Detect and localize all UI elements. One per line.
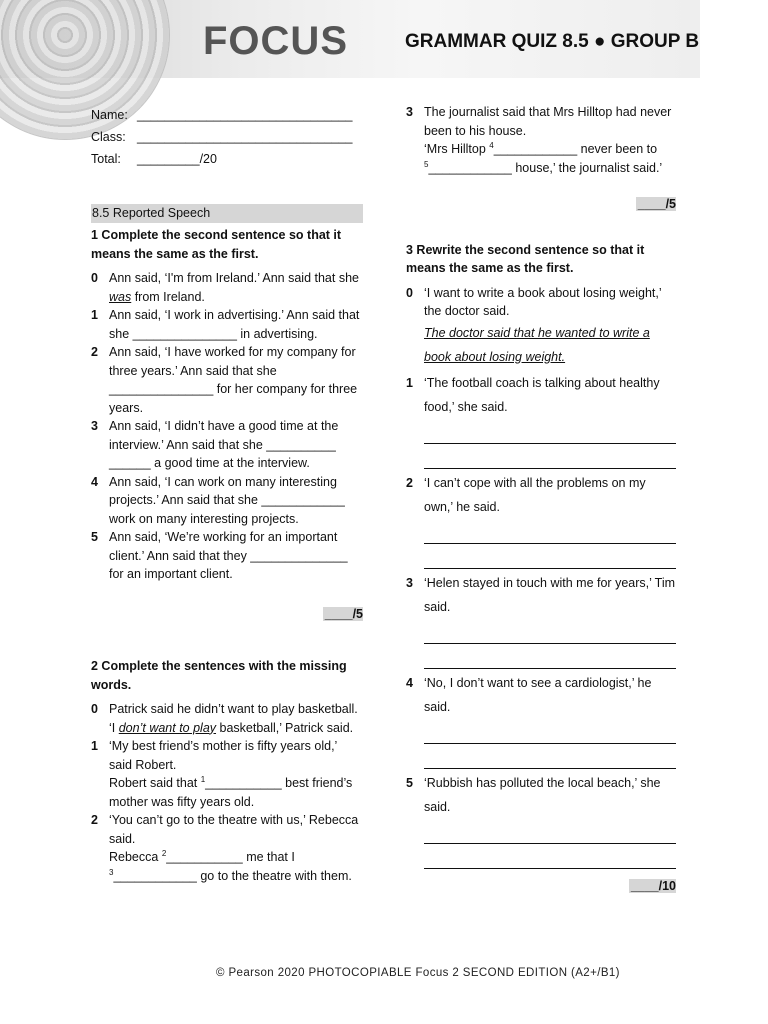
answer-line[interactable]: [424, 719, 676, 744]
ex1-item[interactable]: [91, 528, 363, 584]
item-text[interactable]: Ann said, ‘I work in advertising.’ Ann said that she _______________ in advertising.: [109, 308, 360, 341]
ex1-item[interactable]: [91, 417, 363, 473]
item-number: 2: [91, 345, 98, 359]
score-box: ____/5: [324, 606, 363, 621]
ex2-item: [91, 700, 363, 737]
example-answer: The doctor said that he wanted to write a book about losing weight.: [424, 325, 650, 364]
answer-line[interactable]: [424, 744, 676, 769]
item-text: ‘The football coach is talking about healthy food,’ she said.: [424, 375, 660, 414]
class-label: Class:: [91, 130, 126, 144]
answer-line[interactable]: [424, 444, 676, 469]
example-answer: don’t want to play: [118, 720, 217, 735]
ex3-score: [406, 877, 676, 896]
answer-line[interactable]: [424, 844, 676, 869]
class-field[interactable]: [91, 128, 363, 150]
item-text: ‘You can’t go to the theatre with us,’ Rebecca said.: [109, 813, 359, 846]
total-field: [91, 150, 363, 172]
ex2-score: [406, 195, 676, 214]
brand-logo: FOCUS: [203, 19, 348, 63]
page-header: [0, 0, 700, 78]
item-number: 5: [91, 530, 98, 544]
ex3-heading: 3 Rewrite the second sentence so that it means the same as the first.: [406, 242, 645, 275]
item-number: 3: [406, 575, 413, 590]
item-number: 1: [91, 739, 98, 753]
ex1-heading: 1 Complete the second sentence so that it means the same as the first.: [91, 228, 342, 261]
ex3-item[interactable]: [406, 471, 676, 519]
item-number: 1: [406, 375, 413, 390]
item-text: ‘I want to write a book about losing weight,’ the doctor said.: [424, 285, 662, 318]
item-text: ‘Helen stayed in touch with me for years,’ Tim said.: [424, 575, 676, 614]
section-bar: 8.5 Reported Speech: [91, 204, 363, 223]
item-text: ‘My best friend’s mother is fifty years old,’ said Robert.: [109, 739, 337, 772]
answer-line[interactable]: [424, 644, 676, 669]
item-text: from Ireland.: [131, 289, 205, 304]
item-text[interactable]: Ann said, ‘I have worked for my company for three years.’ Ann said that she _______________ for her company for three years.: [109, 345, 358, 415]
ex3-item: [406, 284, 676, 369]
ex1-item: [91, 269, 363, 306]
item-number: 0: [91, 702, 98, 716]
item-text: ‘No, I don’t want to see a cardiologist,’ he said.: [424, 675, 652, 714]
item-text: Ann said, ‘I'm from Ireland.’ Ann said that she: [109, 271, 359, 285]
item-gap-line[interactable]: ‘Mrs Hilltop $^4$____________ never been to $^5$____________ house,’ the journalist said.’: [424, 140, 663, 175]
item-number: 3: [91, 419, 98, 433]
name-label: Name:: [91, 108, 128, 122]
item-number: 2: [91, 813, 98, 827]
item-number: 4: [91, 474, 98, 489]
item-text[interactable]: Ann said, ‘I can work on many interesting projects.’ Ann said that she ____________ work on many interesting projects.: [109, 474, 345, 526]
class-blank[interactable]: _______________________________: [137, 130, 353, 144]
left-column: [91, 106, 363, 885]
ex3-item[interactable]: [406, 371, 676, 419]
ex3-item[interactable]: [406, 771, 676, 819]
answer-line[interactable]: [424, 819, 676, 844]
item-number: 5: [406, 775, 413, 790]
item-text: The journalist said that Mrs Hilltop had never been to his house.: [424, 105, 672, 138]
item-number: 0: [406, 285, 413, 300]
answer-line[interactable]: [424, 619, 676, 644]
name-field[interactable]: [91, 106, 363, 128]
item-text[interactable]: Ann said, ‘We’re working for an important client.’ Ann said that they ______________ for an important client.: [109, 530, 348, 581]
name-blank[interactable]: _______________________________: [137, 108, 353, 122]
answer-line[interactable]: [424, 544, 676, 569]
right-column: [406, 103, 676, 895]
score-box: ____/5: [637, 197, 676, 211]
item-gap-line[interactable]: Robert said that $^1$___________ best friend’s mother was fifty years old.: [109, 774, 353, 809]
item-number: 2: [406, 475, 413, 490]
item-text: basketball,’ Patrick said.: [216, 720, 354, 735]
ex1-item[interactable]: [91, 306, 363, 343]
item-number: 4: [406, 675, 413, 690]
total-label: Total:: [91, 152, 121, 166]
ex1-score: [91, 605, 363, 624]
item-number: 3: [406, 105, 413, 119]
item-text: ‘I can’t cope with all the problems on my own,’ he said.: [424, 475, 646, 514]
ex3-item[interactable]: [406, 671, 676, 719]
example-answer: was: [109, 289, 132, 304]
ex2-item[interactable]: [91, 737, 363, 811]
answer-line[interactable]: [424, 519, 676, 544]
score-box: ____/10: [630, 878, 676, 893]
answer-line[interactable]: [424, 419, 676, 444]
item-number: 0: [91, 271, 98, 285]
ex2-heading: 2 Complete the sentences with the missing words.: [91, 659, 347, 692]
item-text: Patrick said he didn’t want to play basketball. ‘I: [109, 702, 358, 735]
ex1-item[interactable]: [91, 343, 363, 417]
quiz-title: GRAMMAR QUIZ 8.5 ● GROUP B: [405, 31, 700, 52]
item-text: ‘Rubbish has polluted the local beach,’ she said.: [424, 775, 661, 814]
ex2-item[interactable]: [406, 103, 676, 177]
ex1-item[interactable]: [91, 473, 363, 529]
footer-copyright: © Pearson 2020 PHOTOCOPIABLE Focus 2 SECOND EDITION (A2+/B1): [216, 967, 620, 979]
item-number: 1: [91, 308, 98, 322]
item-gap-line[interactable]: Rebecca $^2$___________ me that I $^3$____________ go to the theatre with them.: [109, 848, 352, 883]
ex2-item[interactable]: [91, 811, 363, 885]
total-blank: _________/20: [137, 152, 217, 166]
item-text[interactable]: Ann said, ‘I didn’t have a good time at the interview.’ Ann said that she __________ ______ a good time at the interview.: [109, 419, 339, 470]
ex3-item[interactable]: [406, 571, 676, 619]
